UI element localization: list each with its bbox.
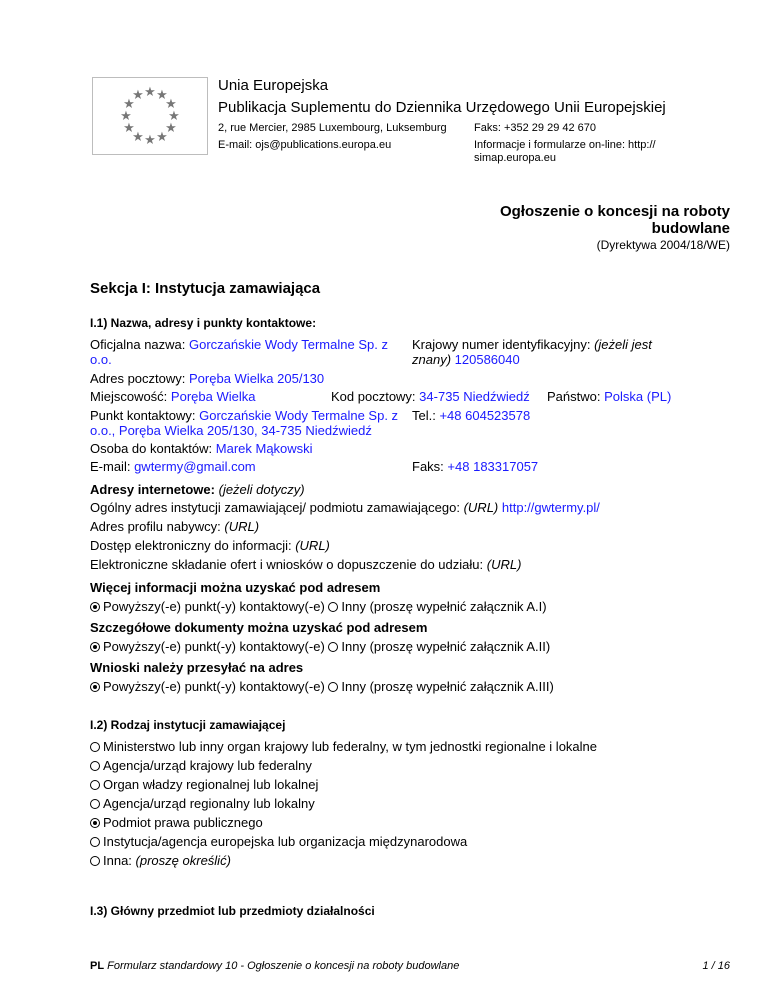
send-options	[90, 679, 554, 694]
official-name-value-1: Gorczańskie Wody Termalne Sp. z	[189, 337, 388, 352]
more-info-opt2: Inny (proszę wypełnić załącznik A.I)	[341, 599, 547, 614]
star: ★	[156, 129, 168, 144]
general-address-label: Ogólny adres instytucji zamawiającej/ podmiotu zamawiającego:	[90, 500, 460, 515]
send-title: Wnioski należy przesyłać na adres	[90, 660, 304, 675]
town-value: Poręba Wielka	[170, 389, 256, 404]
star: ★	[132, 87, 144, 102]
internet-note: (jeżeli dotyczy)	[218, 482, 305, 497]
page-number: 1 / 16	[702, 960, 730, 972]
contact-point	[90, 408, 420, 438]
electronic-submission-row	[90, 557, 521, 572]
general-address-link[interactable]: http://gwtermy.pl/	[501, 500, 600, 515]
fax-row	[412, 459, 538, 474]
person-label: Osoba do kontaktów:	[90, 441, 213, 456]
type-option-selected	[90, 815, 263, 830]
star: ★	[144, 132, 156, 147]
star: ★	[168, 108, 180, 123]
send-opt1: Powyższy(-e) punkt(-y) kontaktowy(-e)	[103, 679, 325, 694]
type-label: Agencja/urząd regionalny lub lokalny	[103, 796, 315, 811]
header-online: Informacje i formularze on-line: http://	[474, 139, 656, 151]
contact-person	[90, 441, 313, 456]
docs-opt2: Inny (proszę wypełnić załącznik A.II)	[341, 639, 551, 654]
header-publication: Publikacja Suplementu do Dziennika Urzędowego Unii Europejskiej	[218, 99, 666, 116]
notice-title-1: Ogłoszenie o koncesji na roboty	[499, 203, 730, 220]
star: ★	[156, 87, 168, 102]
type-label: Instytucja/agencja europejska lub organizacja międzynarodowa	[103, 834, 468, 849]
type-option	[90, 758, 312, 773]
type-label: Podmiot prawa publicznego	[103, 815, 263, 830]
country-label: Państwo:	[547, 389, 601, 404]
internet-label: Adresy internetowe:	[90, 482, 215, 497]
electronic-submission-label: Elektroniczne składanie ofert i wniosków o dopuszczenie do udziału:	[90, 557, 484, 572]
radio-icon[interactable]	[328, 642, 338, 652]
more-info-options	[90, 599, 547, 614]
radio-icon[interactable]	[90, 837, 100, 847]
national-id-note-1: (jeżeli jest	[594, 337, 652, 352]
footer	[90, 960, 459, 972]
tel-row	[412, 408, 530, 423]
star: ★	[144, 84, 156, 99]
official-name-value-2: o.o.	[90, 352, 112, 367]
buyer-profile-row	[90, 519, 259, 534]
radio-selected-icon[interactable]	[90, 642, 100, 652]
i2-title: I.2) Rodzaj instytucji zamawiającej	[90, 718, 286, 732]
country-value: Polska (PL)	[604, 389, 672, 404]
radio-icon[interactable]	[328, 602, 338, 612]
header-org: Unia Europejska	[218, 77, 329, 94]
docs-opt1: Powyższy(-e) punkt(-y) kontaktowy(-e)	[103, 639, 325, 654]
country-row	[547, 389, 671, 404]
type-label: Inna:	[103, 853, 132, 868]
fax-label: Faks:	[412, 459, 444, 474]
section-title: Sekcja I: Instytucja zamawiająca	[90, 280, 321, 297]
more-info-title: Więcej informacji można uzyskać pod adresem	[90, 580, 381, 595]
electronic-access-row	[90, 538, 330, 553]
type-option	[90, 853, 231, 868]
i1-title: I.1) Nazwa, adresy i punkty kontaktowe:	[90, 316, 317, 330]
type-option	[90, 777, 318, 792]
eu-stars-circle	[93, 78, 207, 154]
contact-point-value-1: Gorczańskie Wody Termalne Sp. z	[199, 408, 399, 423]
national-id-value: 120586040	[454, 352, 520, 367]
national-id-note-2: znany)	[412, 352, 452, 367]
star: ★	[120, 108, 132, 123]
email-label: E-mail:	[90, 459, 131, 474]
url-note: (URL)	[463, 500, 499, 515]
type-option	[90, 739, 597, 754]
type-label: Ministerstwo lub inny organ krajowy lub federalny, w tym jednostki regionalne i lokalne	[103, 739, 597, 754]
notice-title-2: budowlane	[651, 220, 730, 237]
official-name-label: Oficjalna nazwa:	[90, 337, 186, 352]
type-label: Organ władzy regionalnej lub lokalnej	[103, 777, 319, 792]
postcode-row	[331, 389, 530, 404]
star: ★	[165, 96, 177, 111]
contact-point-value-2: o.o., Poręba Wielka 205/130, 34-735 Niedźwiedź	[90, 423, 372, 438]
eu-flag-logo	[92, 77, 208, 155]
radio-icon[interactable]	[90, 742, 100, 752]
radio-icon[interactable]	[328, 682, 338, 692]
contact-point-label: Punkt kontaktowy:	[90, 408, 196, 423]
url-note: (URL)	[486, 557, 522, 572]
postal-label: Adres pocztowy:	[90, 371, 186, 386]
fax-value: +48 183317057	[447, 459, 539, 474]
type-label: Agencja/urząd krajowy lub federalny	[103, 758, 312, 773]
url-note: (URL)	[295, 538, 330, 553]
header-fax: Faks: +352 29 29 42 670	[474, 122, 597, 134]
postal-value: Poręba Wielka 205/130	[189, 371, 325, 386]
email-value[interactable]: gwtermy@gmail.com	[134, 459, 256, 474]
star: ★	[165, 120, 177, 135]
electronic-access-label: Dostęp elektroniczny do informacji:	[90, 538, 292, 553]
person-value: Marek Mąkowski	[215, 441, 313, 456]
buyer-profile-label: Adres profilu nabywcy:	[90, 519, 221, 534]
town-label: Miejscowość:	[90, 389, 168, 404]
radio-icon[interactable]	[90, 856, 100, 866]
postcode-value: 34-735 Niedźwiedź	[419, 389, 530, 404]
radio-icon[interactable]	[90, 799, 100, 809]
internet-heading	[90, 482, 305, 497]
national-id-label: Krajowy numer identyfikacyjny:	[412, 337, 591, 352]
header-email: E-mail: ojs@publications.europa.eu	[218, 139, 392, 151]
type-option	[90, 796, 315, 811]
star: ★	[132, 129, 144, 144]
footer-form-name: Formularz standardowy 10 - Ogłoszenie o koncesji na roboty budowlane	[107, 960, 460, 972]
send-opt2: Inny (proszę wypełnić załącznik A.III)	[341, 679, 554, 694]
email-row	[90, 459, 256, 474]
tel-value: +48 604523578	[439, 408, 531, 423]
official-name	[90, 337, 400, 367]
header-online-url: simap.europa.eu	[474, 152, 556, 164]
type-option	[90, 834, 467, 849]
notice-directive: (Dyrektywa 2004/18/WE)	[596, 238, 730, 252]
i3-title: I.3) Główny przedmiot lub przedmioty działalności	[90, 904, 375, 918]
radio-selected-icon[interactable]	[90, 682, 100, 692]
url-note: (URL)	[224, 519, 260, 534]
footer-lang: PL	[90, 960, 105, 972]
more-info-opt1: Powyższy(-e) punkt(-y) kontaktowy(-e)	[103, 599, 325, 614]
tel-label: Tel.:	[412, 408, 436, 423]
star: ★	[123, 120, 135, 135]
docs-options	[90, 639, 550, 654]
radio-icon[interactable]	[90, 761, 100, 771]
radio-selected-icon[interactable]	[90, 818, 100, 828]
town-row	[90, 389, 255, 404]
type-other-note: (proszę określić)	[135, 853, 231, 868]
postcode-label: Kod pocztowy:	[331, 389, 416, 404]
docs-title: Szczegółowe dokumenty można uzyskać pod adresem	[90, 620, 428, 635]
general-address-row	[90, 500, 600, 515]
header-address: 2, rue Mercier, 2985 Luxembourg, Luksemburg	[218, 122, 447, 134]
radio-selected-icon[interactable]	[90, 602, 100, 612]
star: ★	[123, 96, 135, 111]
national-id	[412, 337, 732, 367]
postal-address	[90, 371, 324, 386]
radio-icon[interactable]	[90, 780, 100, 790]
